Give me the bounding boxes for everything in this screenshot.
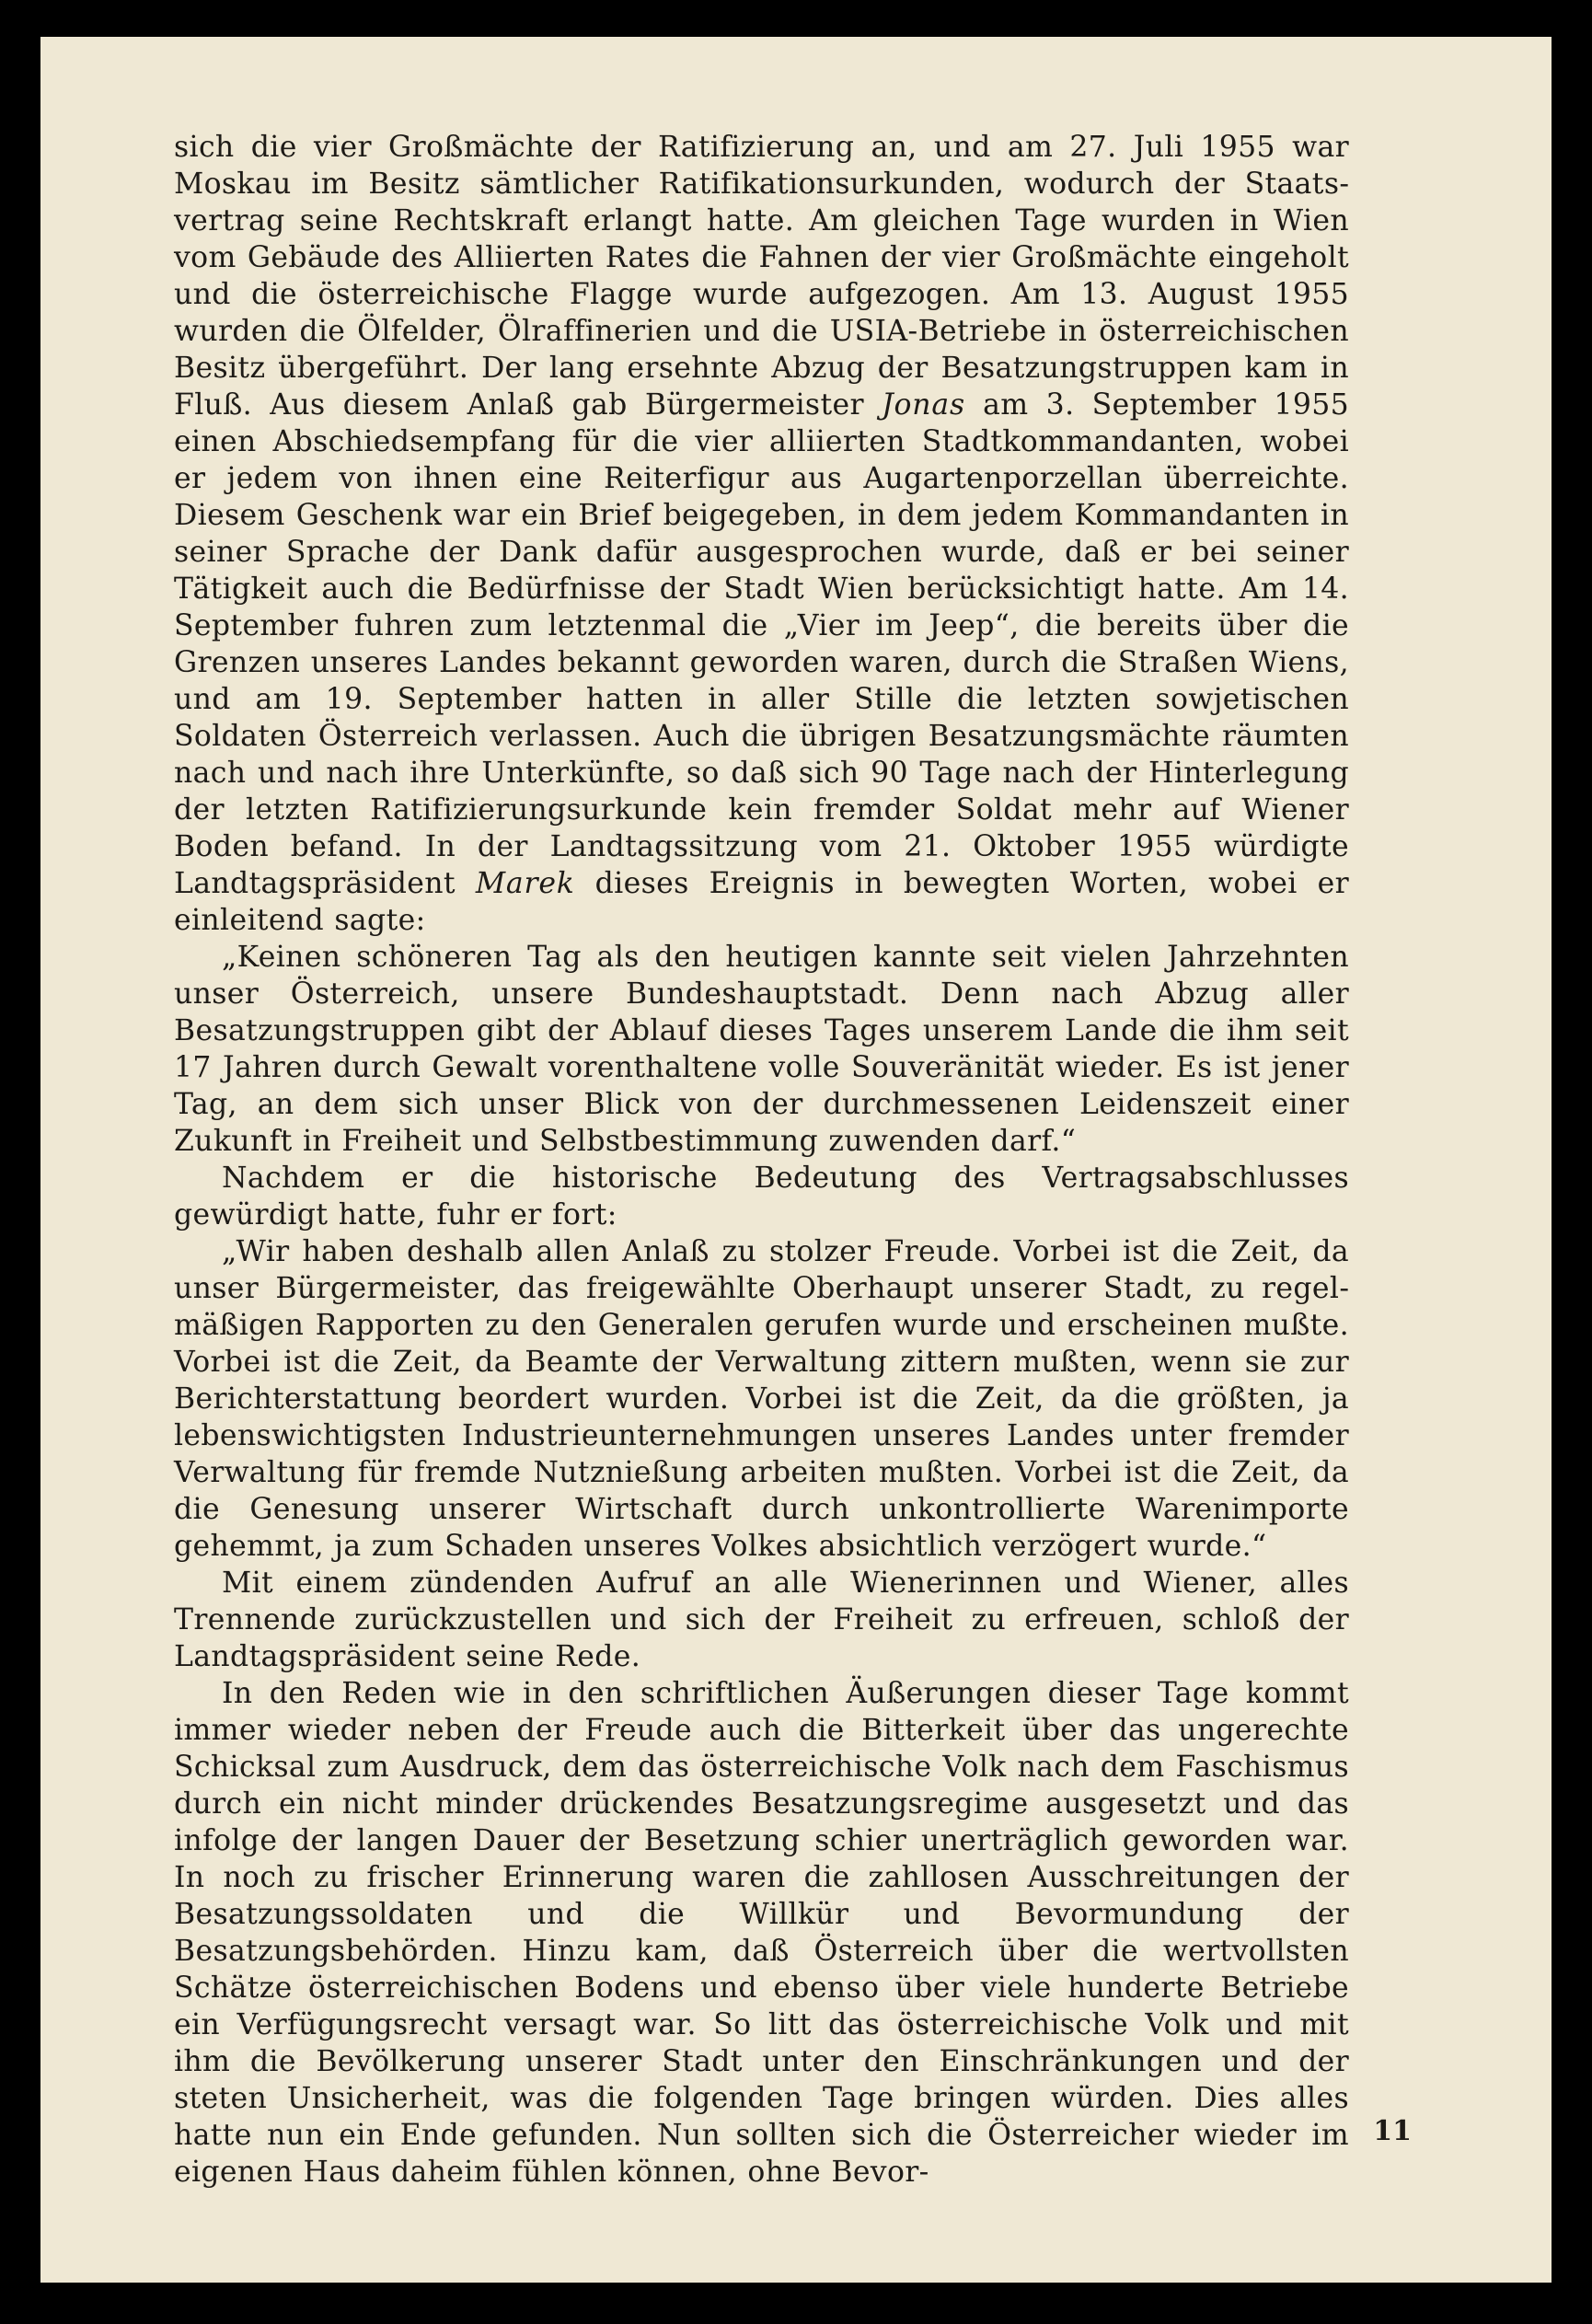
paragraph-5 [174,1565,1349,1675]
paragraph-3 [174,1160,1349,1233]
paragraph-4-quote [174,1233,1349,1565]
text-run: Mit einem zündenden Aufruf an alle Wienerinnen und Wiener, alles Trennende zurückzustellen und sich der Freiheit zu erfreuen, schloß der Landtagspräsident seine Rede. [174,1567,1349,1673]
document-page [40,37,1552,2283]
body-text [174,129,1349,2191]
text-run: dieses Ereignis in bewegten Worten, wobei er einleitend sagte: [174,867,1349,937]
paragraph-2-quote [174,939,1349,1160]
name-marek: Marek [475,867,575,900]
paragraph-6 [174,1675,1349,2191]
text-run: sich die vier Großmächte der Ratifizierung an, und am 27. Juli 1955 war Moskau im Besitz sämtlicher Ratifikationsurkunden, wodurch der Staatsvertrag seine Rechtskraft erlangt hatte. Am gleichen Tage wurden in Wien vom Gebäude des Alliierten Rates die Fahnen der vier Großmächte eingeholt und die österreichische Flagge wurde aufgezogen. Am 13. August 1955 wurden die Ölfelder, Ölraffinerien und die USIA-Betriebe in österreichischen Besitz übergeführt. Der lang ersehnte Abzug der Besatzungstruppen kam in Fluß. Aus diesem Anlaß gab Bürgermeister [174,131,1349,422]
text-run: „Keinen schöneren Tag als den heutigen kannte seit vielen Jahrzehnten unser Österreich, unsere Bundeshauptstadt. Denn nach Abzug aller Besatzungstruppen gibt der Ablauf dieses Tages unserem Lande die ihm seit 17 Jahren durch Gewalt vorenthaltene volle Souveränität wieder. Es ist jener Tag, an dem sich unser Blick von der durchmessenen Leidenszeit einer Zukunft in Freiheit und Selbstbestimmung zuwenden darf.“ [174,941,1349,1158]
text-run: am 3. September 1955 einen Abschiedsempfang für die vier alliierten Stadtkommandanten, wobei er jedem von ihnen eine Reiterfigur aus Augartenporzellan überreichte. Diesem Geschenk war ein Brief beigegeben, in dem jedem Kommandanten in seiner Sprache der Dank dafür ausgesprochen wurde, daß er bei seiner Tätigkeit auch die Bedürfnisse der Stadt Wien berücksichtigt hatte. Am 14. September fuhren zum letztenmal die „Vier im Jeep“, die bereits über die Grenzen unseres Landes bekannt geworden waren, durch die Straßen Wiens, und am 19. September hatten in aller Stille die letzten sowjetischen Soldaten Österreich verlassen. Auch die übrigen Besatzungsmächte räumten nach und nach ihre Unterkünfte, so daß sich 90 Tage nach der Hinterlegung der letzten Ratifizierungsurkunde kein fremder Soldat mehr auf Wiener Boden befand. In der Landtagssitzung vom 21. Oktober 1955 würdigte Landtagspräsident [174,388,1349,900]
text-run: In den Reden wie in den schriftlichen Äußerungen dieser Tage kommt immer wieder neben der Freude auch die Bitterkeit über das ungerechte Schicksal zum Ausdruck, dem das österreichische Volk nach dem Faschismus durch ein nicht minder drückendes Besatzungsregime ausgesetzt und das infolge der langen Dauer der Besetzung schier unerträglich geworden war. In noch zu frischer Erinnerung waren die zahllosen Ausschreitungen der Besatzungssoldaten und die Willkür und Bevormundung der Besatzungsbehörden. Hinzu kam, daß Österreich über die wertvollsten Schätze österreichischen Bodens und ebenso über viele hunderte Betriebe ein Verfügungsrecht versagt war. So litt das österreichische Volk und mit ihm die Bevölkerung unserer Stadt unter den Einschränkungen und der steten Unsicherheit, was die folgenden Tage bringen würden. Dies alles hatte nun ein Ende gefunden. Nun sollten sich die Österreicher wieder im eigenen Haus daheim fühlen können, ohne Bevor- [174,1677,1349,2189]
page-number: 11 [1373,2115,1412,2147]
name-jonas: Jonas [882,388,965,422]
text-run: Nachdem er die historische Bedeutung des Vertragsabschlusses gewürdigt hatte, fuhr er fort: [174,1162,1349,1231]
paragraph-1 [174,129,1349,939]
text-run: „Wir haben deshalb allen Anlaß zu stolzer Freude. Vorbei ist die Zeit, da unser Bürgermeister, das freigewählte Oberhaupt unserer Stadt, zu regelmäßigen Rapporten zu den Generalen gerufen wurde und erscheinen mußte. Vorbei ist die Zeit, da Beamte der Verwaltung zittern mußten, wenn sie zur Berichterstattung beordert wurden. Vorbei ist die Zeit, da die größten, ja lebenswichtigsten Industrieunternehmungen unseres Landes unter fremder Verwaltung für fremde Nutznießung arbeiten mußten. Vorbei ist die Zeit, da die Genesung unserer Wirtschaft durch unkontrollierte Warenimporte gehemmt, ja zum Schaden unseres Volkes absichtlich verzögert wurde.“ [174,1235,1349,1563]
